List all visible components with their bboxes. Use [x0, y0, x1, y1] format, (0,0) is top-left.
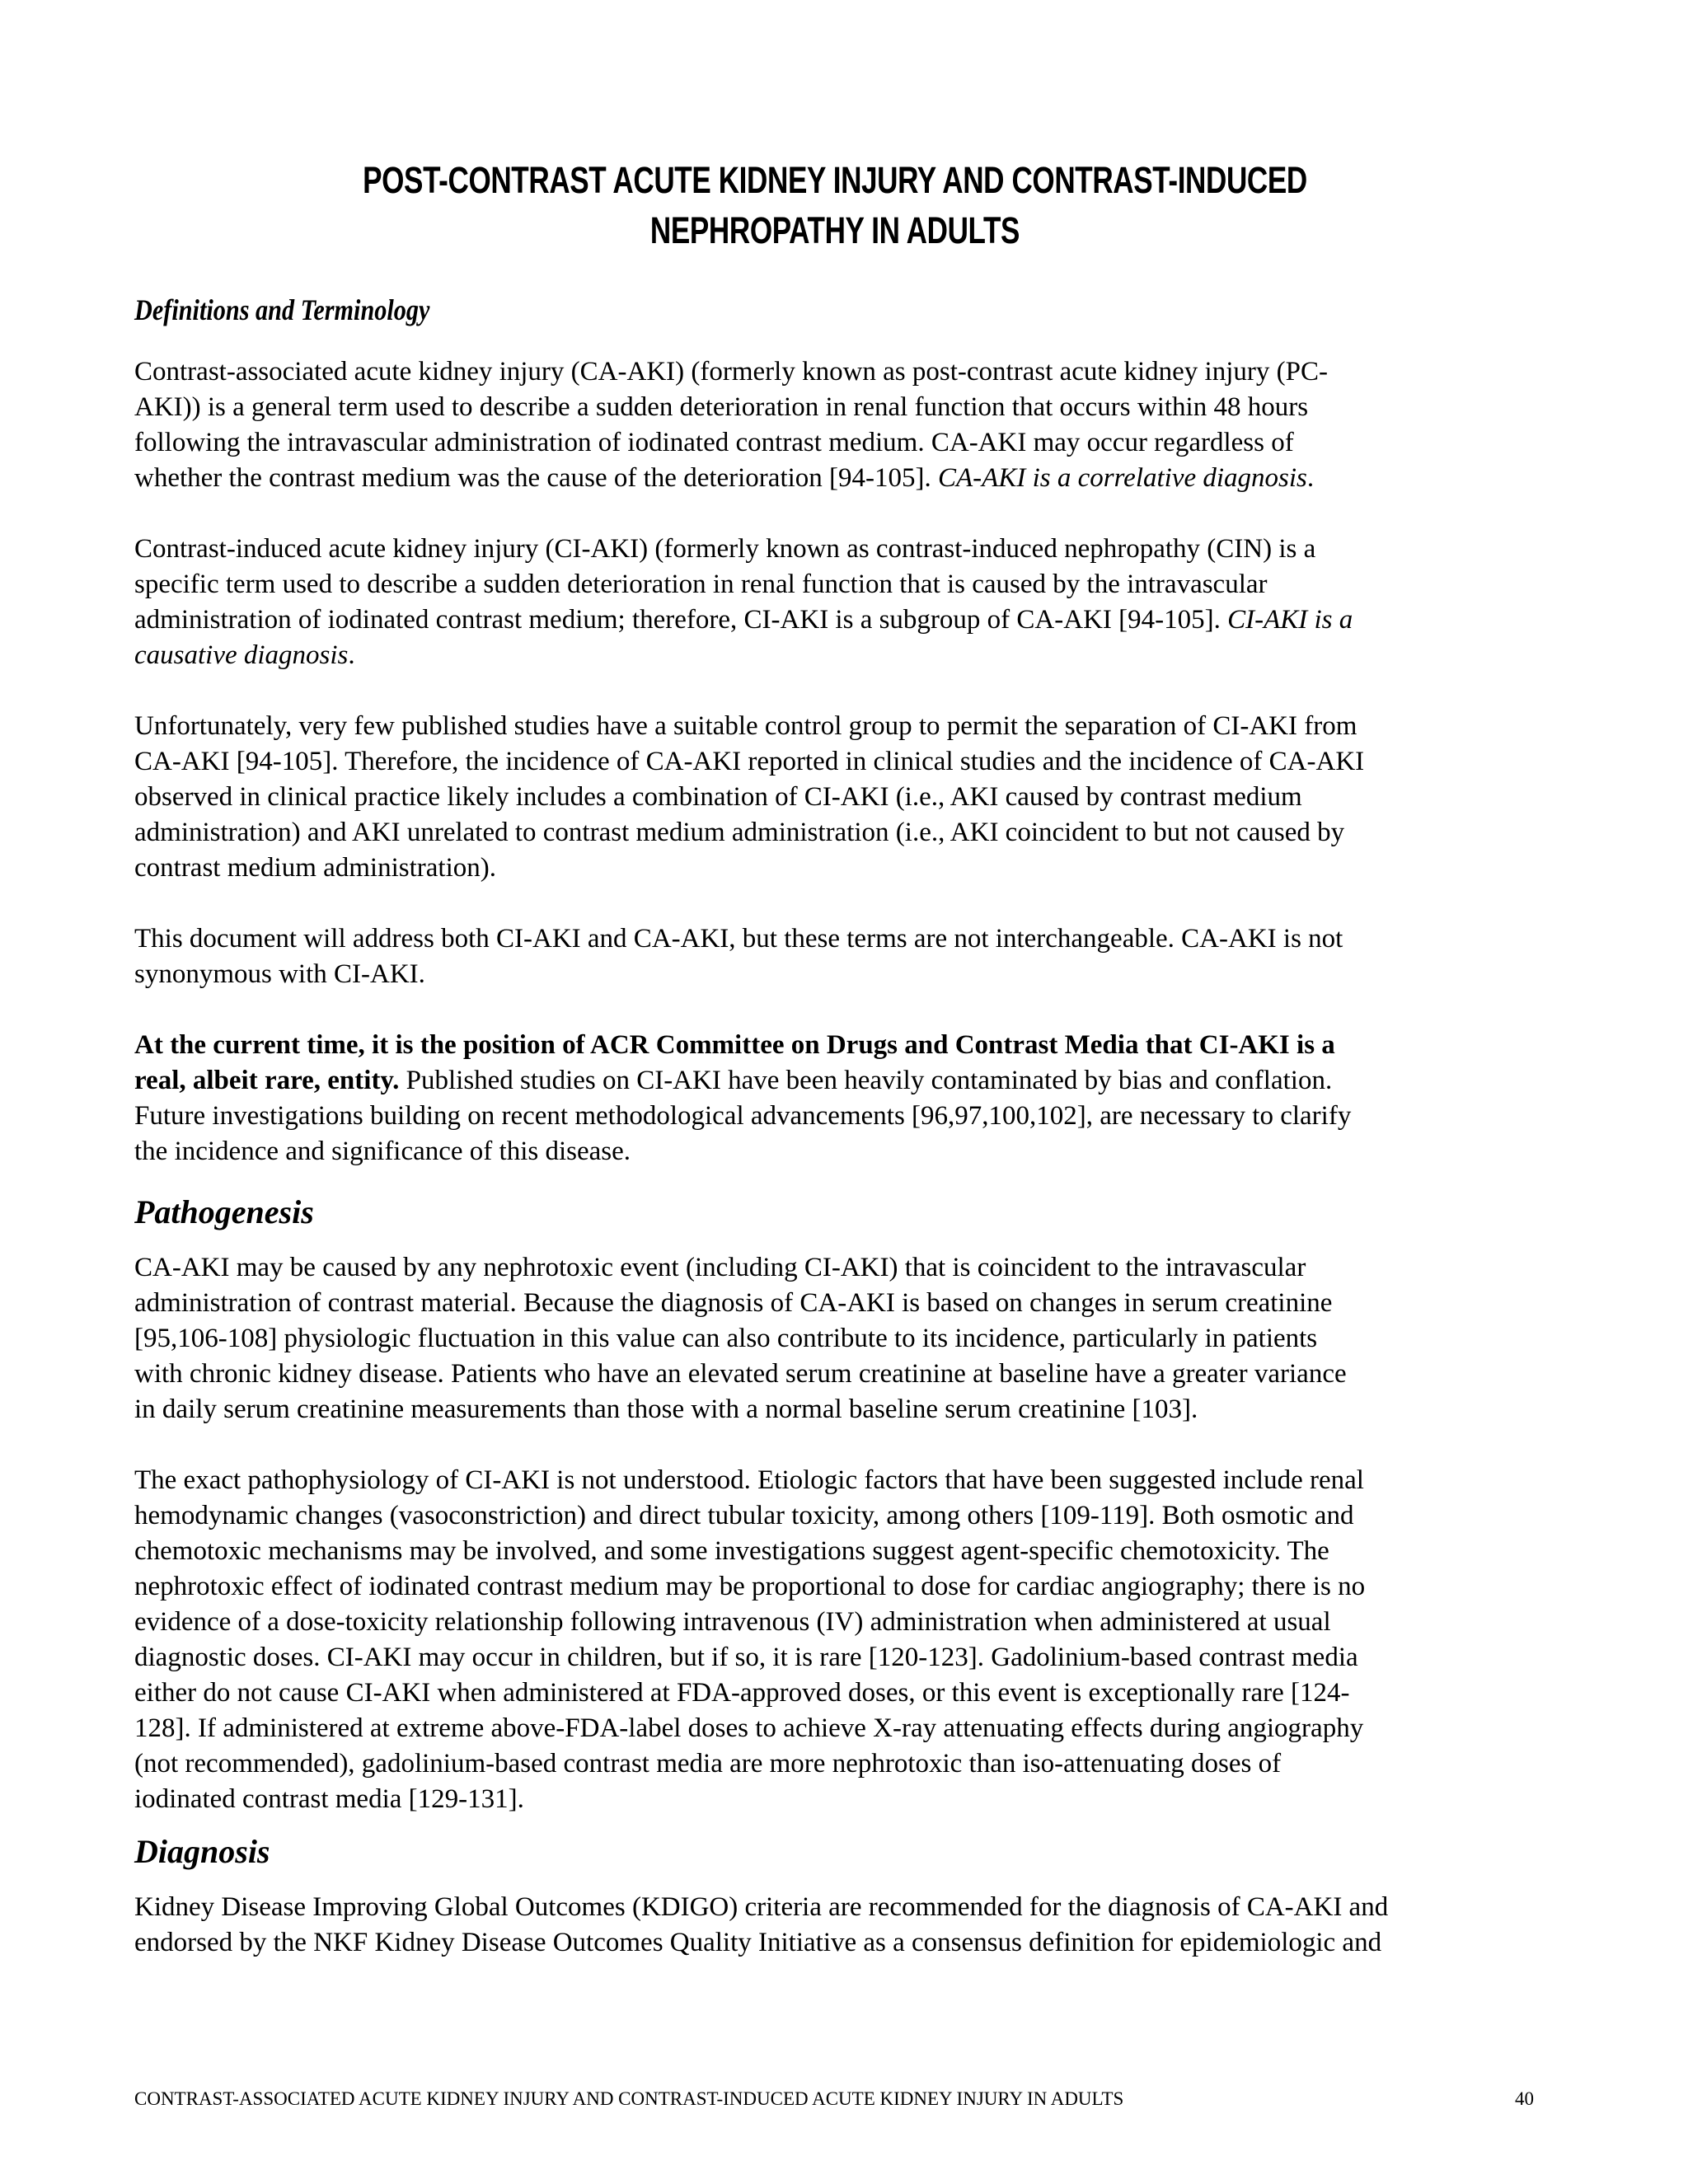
- paragraph-terms-not-interchangeable: This document will address both CI-AKI and CA-AKI, but these terms are not interchangeable. CA-AKI is not synonymous with CI-AKI.: [134, 924, 1343, 989]
- page-footer: [134, 2087, 1534, 2111]
- paragraph-ci-aki-definition: Contrast-induced acute kidney injury (CI-AKI) (formerly known as contrast-induced nephropathy (CIN) is a specific term used to describe a sudden deterioration in renal function that is caused by the intravascular administration of iodinated contrast medium; therefore, CI-AKI is a subgroup of CA-AKI [94-105]. CI-AKI is a causative diagnosis.: [134, 534, 1353, 670]
- title-line: POST-CONTRAST ACUTE KIDNEY INJURY AND CONTRAST-INDUCED: [363, 159, 1307, 201]
- paragraph-ca-aki-definition: Contrast-associated acute kidney injury (CA-AKI) (formerly known as post-contrast acute kidney injury (PC- AKI)) is a general term used to describe a sudden deterioration in renal function that occurs within 48 hours following the intravascular administration of iodinated contrast medium. CA-AKI may occur regardless of whether the contrast medium was the cause of the deterioration [94-105]. CA-AKI is a correlative diagnosis.: [134, 357, 1328, 493]
- document-title: [288, 155, 1381, 255]
- paragraph-pathophysiology: The exact pathophysiology of CI-AKI is not understood. Etiologic factors that have been suggested include renal hemodynamic changes (vasoconstriction) and direct tubular toxicity, among others [109-119]. Both osmotic and chemotoxic mechanisms may be involved, and some investigations suggest agent-specific chemotoxicity. The nephrotoxic effect of iodinated contrast medium may be proportional to dose for cardiac angiography; there is no evidence of a dose-toxicity relationship following intravenous (IV) administration when administered at usual diagnostic doses. CI-AKI may occur in children, but if so, it is rare [120-123]. Gadolinium-based contrast media either do not cause CI-AKI when administered at FDA-approved doses, or this event is exceptionally rare [124- 128]. If administered at extreme above-FDA-label doses to achieve X-ray attenuating effects during angiography (not recommended), gadolinium-based contrast media are more nephrotoxic than iso-attenuating doses of iodinated contrast media [129-131].: [134, 1465, 1366, 1814]
- paragraph-kdigo-criteria: Kidney Disease Improving Global Outcomes (KDIGO) criteria are recommended for the diagnosis of CA-AKI and endorsed by the NKF Kidney Disease Outcomes Quality Initiative as a consensus definition for epidemiologic and: [134, 1892, 1389, 1957]
- page-content: [134, 155, 1536, 1961]
- paragraph-acr-position: At the current time, it is the position of ACR Committee on Drugs and Contrast Media that CI-AKI is a real, albeit rare, entity. Published studies on CI-AKI have been heavily contaminated by bias and conflation. Future investigations building on recent methodological advancements [96,97,100,102], are necessary to clarify the incidence and significance of this disease.: [134, 1030, 1352, 1166]
- heading-diagnosis: Diagnosis: [134, 1833, 270, 1870]
- footer-running-title: CONTRAST-ASSOCIATED ACUTE KIDNEY INJURY AND CONTRAST-INDUCED ACUTE KIDNEY INJURY IN ADULTS: [134, 2088, 1124, 2109]
- title-line: NEPHROPATHY IN ADULTS: [649, 209, 1020, 251]
- paragraph-pathogenesis-causes: CA-AKI may be caused by any nephrotoxic event (including CI-AKI) that is coincident to the intravascular administration of contrast material. Because the diagnosis of CA-AKI is based on changes in serum creatinine [95,106-108] physiologic fluctuation in this value can also contribute to its incidence, particularly in patients with chronic kidney disease. Patients who have an elevated serum creatinine at baseline have a greater variance in daily serum creatinine measurements than those with a normal baseline serum creatinine [103].: [134, 1253, 1347, 1424]
- heading-pathogenesis: Pathogenesis: [134, 1193, 314, 1230]
- page-number: 40: [1515, 2088, 1534, 2109]
- paragraph-control-group: Unfortunately, very few published studies have a suitable control group to permit the separation of CI-AKI from CA-AKI [94-105]. Therefore, the incidence of CA-AKI reported in clinical studies and the incidence of CA-AKI observed in clinical practice likely includes a combination of CI-AKI (i.e., AKI caused by contrast medium administration) and AKI unrelated to contrast medium administration (i.e., AKI coincident to but not caused by contrast medium administration).: [134, 711, 1365, 883]
- heading-definitions: Definitions and Terminology: [134, 293, 430, 326]
